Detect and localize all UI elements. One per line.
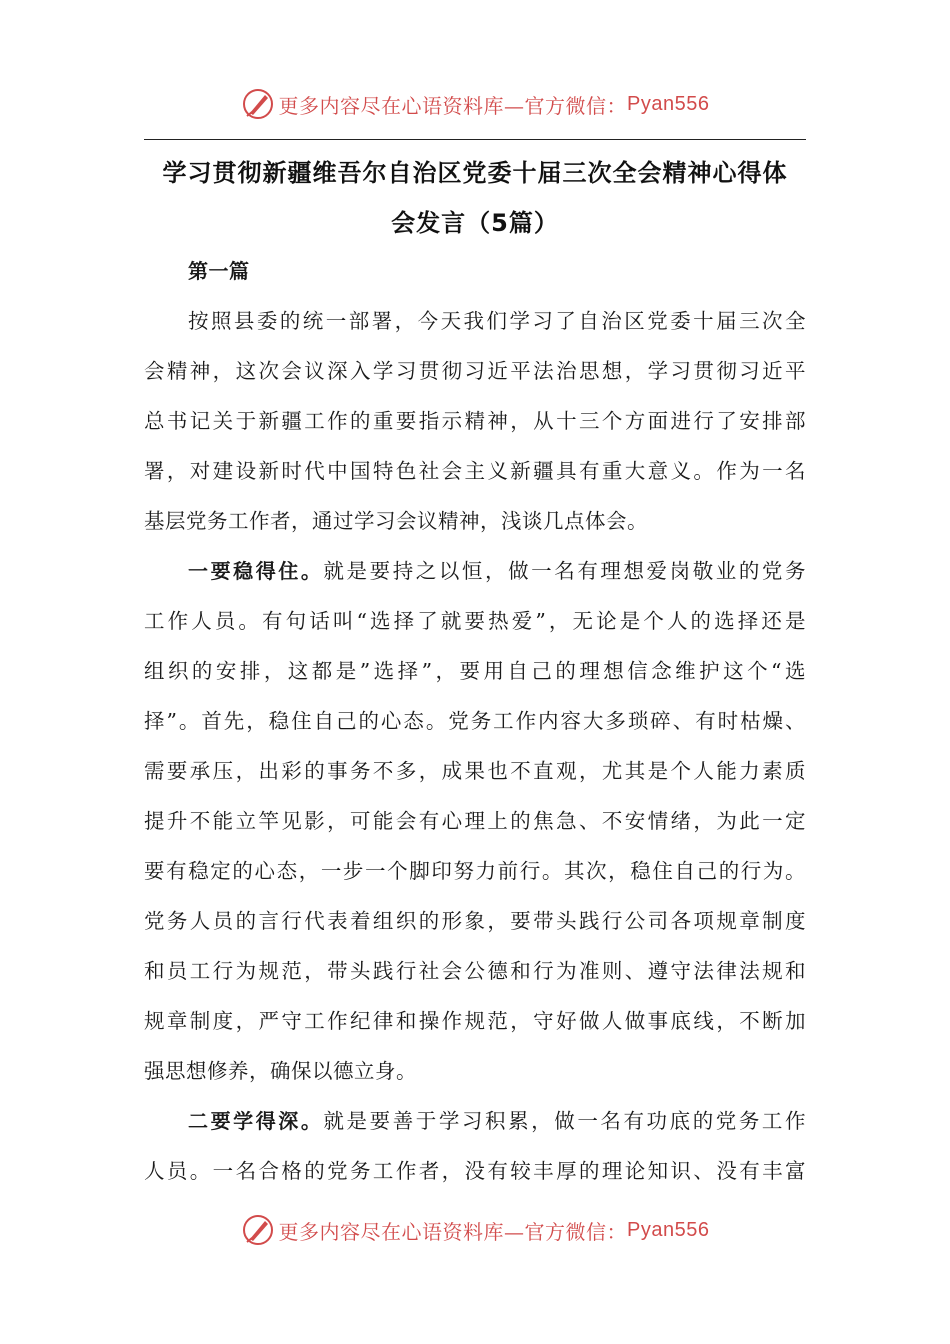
point1-line: 工作人员。有句话叫“选择了就要热爱”，无论是个人的选择还是 [144,609,806,633]
intro-line: 总书记关于新疆工作的重要指示精神，从十三个方面进行了安排部 [144,409,806,433]
document-title [144,148,806,248]
point1-line: 和员工行为规范，带头践行社会公德和行为准则、遵守法律法规和 [144,959,806,983]
point1-line: 择”。首先，稳住自己的心态。党务工作内容大多琐碎、有时枯燥、 [144,709,806,733]
point2-first-line [144,1096,806,1146]
section-heading: 第一篇 [188,259,250,283]
point1-line: 要有稳定的心态，一步一个脚印努力前行。其次，稳住自己的行为。 [144,859,806,883]
point1-first-line [144,546,806,596]
header-watermark [0,84,950,124]
title-line-1: 学习贯彻新疆维吾尔自治区党委十届三次全会精神心得体 [162,159,788,187]
intro-line: 署，对建设新时代中国特色社会主义新疆具有重大意义。作为一名 [144,459,806,483]
point2-line: 人员。一名合格的党务工作者，没有较丰厚的理论知识、没有丰富 [144,1159,806,1183]
point1-line: 党务人员的言行代表着组织的形象，要带头践行公司各项规章制度 [144,909,806,933]
intro-line: 按照县委的统一部署，今天我们学习了自治区党委十届三次全 [188,309,806,333]
point1-first-rest: 就是要持之以恒，做一名有理想爱岗敬业的党务 [323,559,807,583]
intro-line: 会精神，这次会议深入学习贯彻习近平法治思想，学习贯彻习近平 [144,359,806,383]
point1-line: 组织的安排，这都是”选择”，要用自己的理想信念维护这个“选 [144,659,806,683]
point1-line: 需要承压，出彩的事务不多，成果也不直观，尤其是个人能力素质 [144,759,806,783]
point1-lead: 一要稳得住。 [188,559,324,583]
title-line-2: 会发言（5篇） [391,209,559,237]
quill-logo-icon [241,1213,275,1247]
intro-line: 基层党务工作者，通过学习会议精神，浅谈几点体会。 [144,509,648,533]
header-divider [144,139,806,140]
point1-line: 强思想修养，确保以德立身。 [144,1059,417,1083]
watermark-wechat-id: Pyan556 [627,92,710,115]
point2-first-rest: 就是要善于学习积累，做一名有功底的党务工作 [323,1109,807,1133]
watermark-text: 更多内容尽在心语资料库—官方微信： [278,1219,628,1244]
footer-watermark [0,1210,950,1250]
quill-logo-icon [241,87,275,121]
point1-line: 提升不能立竿见影，可能会有心理上的焦急、不安情绪，为此一定 [144,809,806,833]
document-body [144,246,806,1196]
point2-lead: 二要学得深。 [188,1109,324,1133]
watermark-wechat-id: Pyan556 [627,1218,710,1241]
point1-line: 规章制度，严守工作纪律和操作规范，守好做人做事底线，不断加 [144,1009,806,1033]
watermark-text: 更多内容尽在心语资料库—官方微信： [278,93,628,118]
